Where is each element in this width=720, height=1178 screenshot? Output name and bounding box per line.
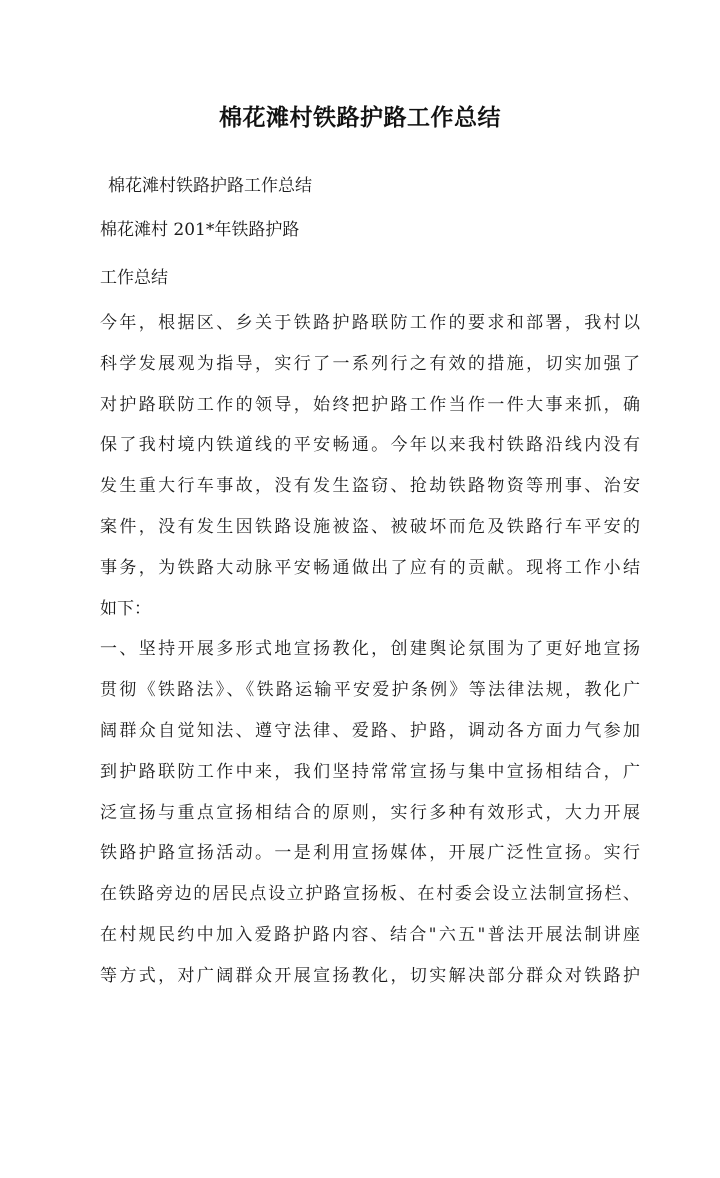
document-subtitle: 棉花滩村铁路护路工作总结 xyxy=(108,176,312,196)
body-line: 保了我村境内铁道线的平安畅通。今年以来我村铁路沿线内没有 xyxy=(100,435,640,456)
body-line: 铁路护路宣扬活动。一是利用宣扬媒体，开展广泛性宣扬。实行 xyxy=(100,843,640,864)
subheading-line-2: 工作总结 xyxy=(100,268,168,288)
body-line: 到护路联防工作中来，我们坚持常常宣扬与集中宣扬相结合，广 xyxy=(100,761,640,782)
body-line: 发生重大行车事故，没有发生盗窃、抢劫铁路物资等刑事、治安 xyxy=(100,476,640,497)
body-line: 一、坚持开展多形式地宣扬教化，创建舆论氛围为了更好地宣扬 xyxy=(100,639,640,660)
body-line: 阔群众自觉知法、遵守法律、爱路、护路，调动各方面力气参加 xyxy=(100,720,640,741)
body-line: 在村规民约中加入爱路护路内容、结合"六五"普法开展法制讲座 xyxy=(100,924,640,945)
body-line: 科学发展观为指导，实行了一系列行之有效的措施，切实加强了 xyxy=(100,353,640,374)
body-line: 对护路联防工作的领导，始终把护路工作当作一件大事来抓，确 xyxy=(100,394,640,415)
body-line: 今年，根据区、乡关于铁路护路联防工作的要求和部署，我村以 xyxy=(100,313,640,333)
body-line: 案件，没有发生因铁路设施被盗、被破坏而危及铁路行车平安的 xyxy=(100,516,640,537)
body-line: 如下： xyxy=(100,598,151,619)
body-line: 贯彻《铁路法》、《铁路运输平安爱护条例》等法律法规，教化广 xyxy=(100,680,640,701)
subheading-line-1: 棉花滩村 201*年铁路护路 xyxy=(100,220,300,240)
body-line: 等方式，对广阔群众开展宣扬教化，切实解决部分群众对铁路护 xyxy=(100,965,640,986)
document-title: 棉花滩村铁路护路工作总结 xyxy=(219,104,501,131)
body-line: 事务，为铁路大动脉平安畅通做出了应有的贡献。现将工作小结 xyxy=(100,557,640,578)
body-line: 泛宣扬与重点宣扬相结合的原则，实行多种有效形式，大力开展 xyxy=(100,802,640,823)
body-line: 在铁路旁边的居民点设立护路宣扬板、在村委会设立法制宣扬栏、 xyxy=(100,884,640,905)
body-text xyxy=(100,303,640,997)
